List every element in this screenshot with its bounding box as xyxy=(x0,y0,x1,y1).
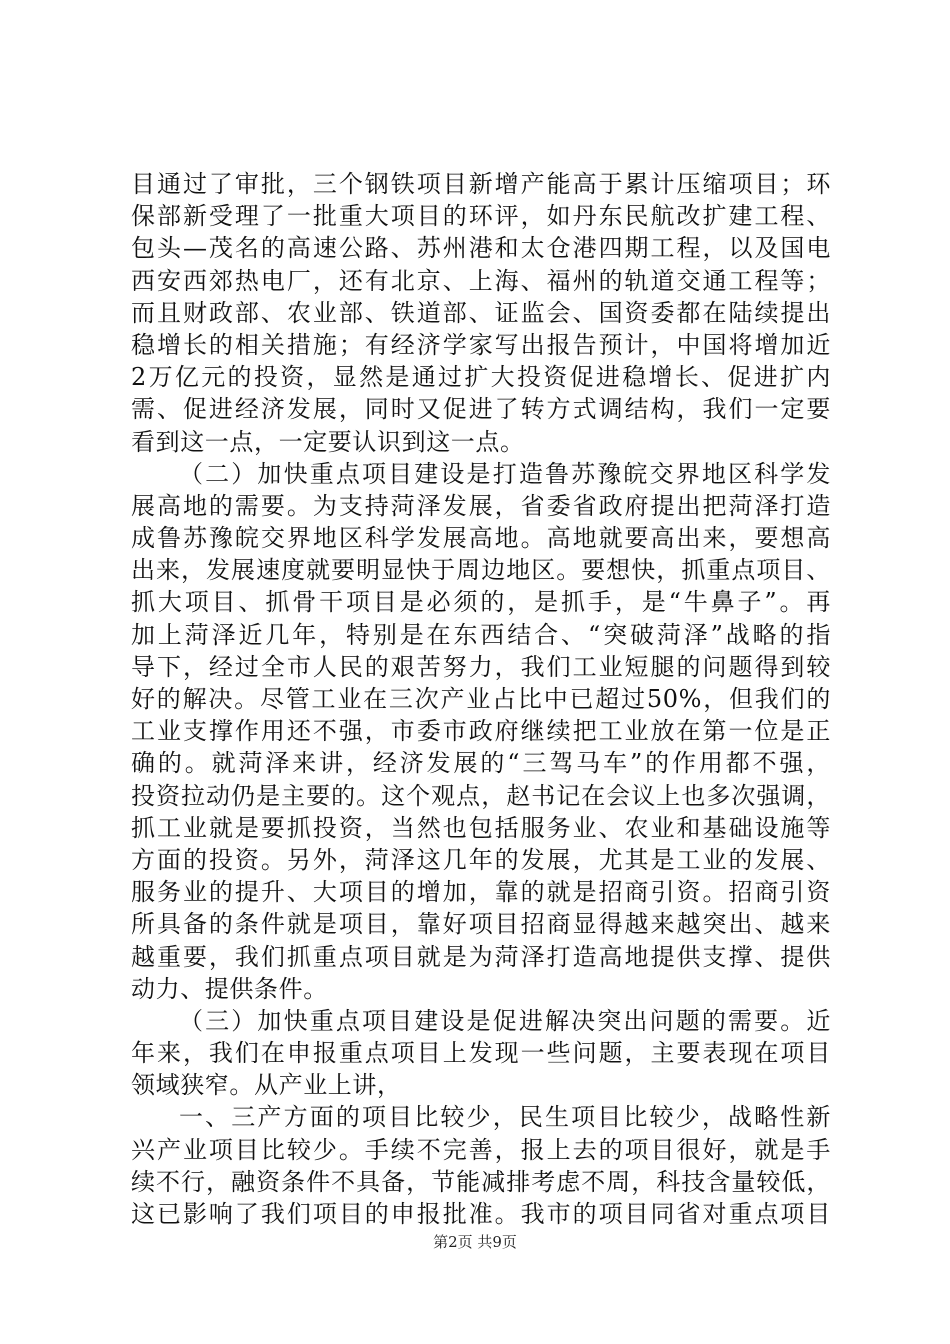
text-line: 需、促进经济发展，同时又促进了转方式调结构，我们一定要 xyxy=(131,395,831,424)
text-line: 稳增长的相关措施；有经济学家写出报告预计，中国将增加近 xyxy=(131,330,831,359)
text-line: 领域狭窄。从产业上讲， xyxy=(131,1071,402,1100)
text-line: 所具备的条件就是项目，靠好项目招商显得越来越突出、越来 xyxy=(131,910,831,939)
text-line: 动力、提供条件。 xyxy=(131,974,328,1003)
text-line: 越重要，我们抓重点项目就是为菏泽打造高地提供支撑、提供 xyxy=(131,942,831,971)
text-line: 这已影响了我们项目的申报批准。我市的项目同省对重点项目 xyxy=(131,1200,831,1228)
text-line: 展高地的需要。为支持菏泽发展，省委省政府提出把菏泽打造 xyxy=(131,491,831,520)
paragraph-start-line: （三）加快重点项目建设是促进解决突出问题的需要。近 xyxy=(179,1006,831,1035)
text-line: 导下，经过全市人民的艰苦努力，我们工业短腿的问题得到较 xyxy=(131,652,831,681)
text-line: 方面的投资。另外，菏泽这几年的发展，尤其是工业的发展、 xyxy=(131,845,831,874)
page-number-footer: 第2页 共9页 xyxy=(433,1233,517,1251)
text-line: 工业支撑作用还不强，市委市政府继续把工业放在第一位是正 xyxy=(131,717,831,746)
text-line: 而且财政部、农业部、铁道部、证监会、国资委都在陆续提出 xyxy=(131,298,831,327)
text-line: 目通过了审批，三个钢铁项目新增产能高于累计压缩项目；环 xyxy=(131,170,831,198)
text-line: 看到这一点，一定要认识到这一点。 xyxy=(131,427,525,456)
text-line: 包头—茂名的高速公路、苏州港和太仓港四期工程，以及国电 xyxy=(131,234,831,263)
paragraph-start-line: 一、三产方面的项目比较少，民生项目比较少，战略性新 xyxy=(179,1103,831,1132)
text-line: 兴产业项目比较少。手续不完善，报上去的项目很好，就是手 xyxy=(131,1135,831,1164)
text-line: 年来，我们在申报重点项目上发现一些问题，主要表现在项目 xyxy=(131,1039,831,1068)
text-line: 西安西郊热电厂，还有北京、上海、福州的轨道交通工程等； xyxy=(131,266,831,295)
text-line: 好的解决。尽管工业在三次产业占比中已超过50%，但我们的 xyxy=(131,685,831,713)
text-line: 抓大项目、抓骨干项目是必须的，是抓手，是“牛鼻子”。再 xyxy=(131,588,831,617)
paragraph-start-line: （二）加快重点项目建设是打造鲁苏豫皖交界地区科学发 xyxy=(179,459,831,488)
text-line: 续不行，融资条件不具备，节能减排考虑不周，科技含量较低， xyxy=(131,1167,831,1196)
text-line: 保部新受理了一批重大项目的环评，如丹东民航改扩建工程、 xyxy=(131,202,831,231)
text-line: 成鲁苏豫皖交界地区科学发展高地。高地就要高出来，要想高 xyxy=(131,524,831,553)
document-body xyxy=(131,168,831,1230)
text-line: 抓工业就是要抓投资，当然也包括服务业、农业和基础设施等 xyxy=(131,813,831,842)
text-line: 2万亿元的投资，显然是通过扩大投资促进稳增长、促进扩内 xyxy=(131,363,831,392)
text-line: 投资拉动仍是主要的。这个观点，赵书记在会议上也多次强调， xyxy=(131,781,831,810)
text-line: 出来，发展速度就要明显快于周边地区。要想快，抓重点项目、 xyxy=(131,556,831,585)
text-line: 加上菏泽近几年，特别是在东西结合、“突破菏泽”战略的指 xyxy=(131,620,831,649)
text-line: 服务业的提升、大项目的增加，靠的就是招商引资。招商引资 xyxy=(131,878,831,907)
text-line: 确的。就菏泽来讲，经济发展的“三驾马车”的作用都不强， xyxy=(131,749,831,778)
